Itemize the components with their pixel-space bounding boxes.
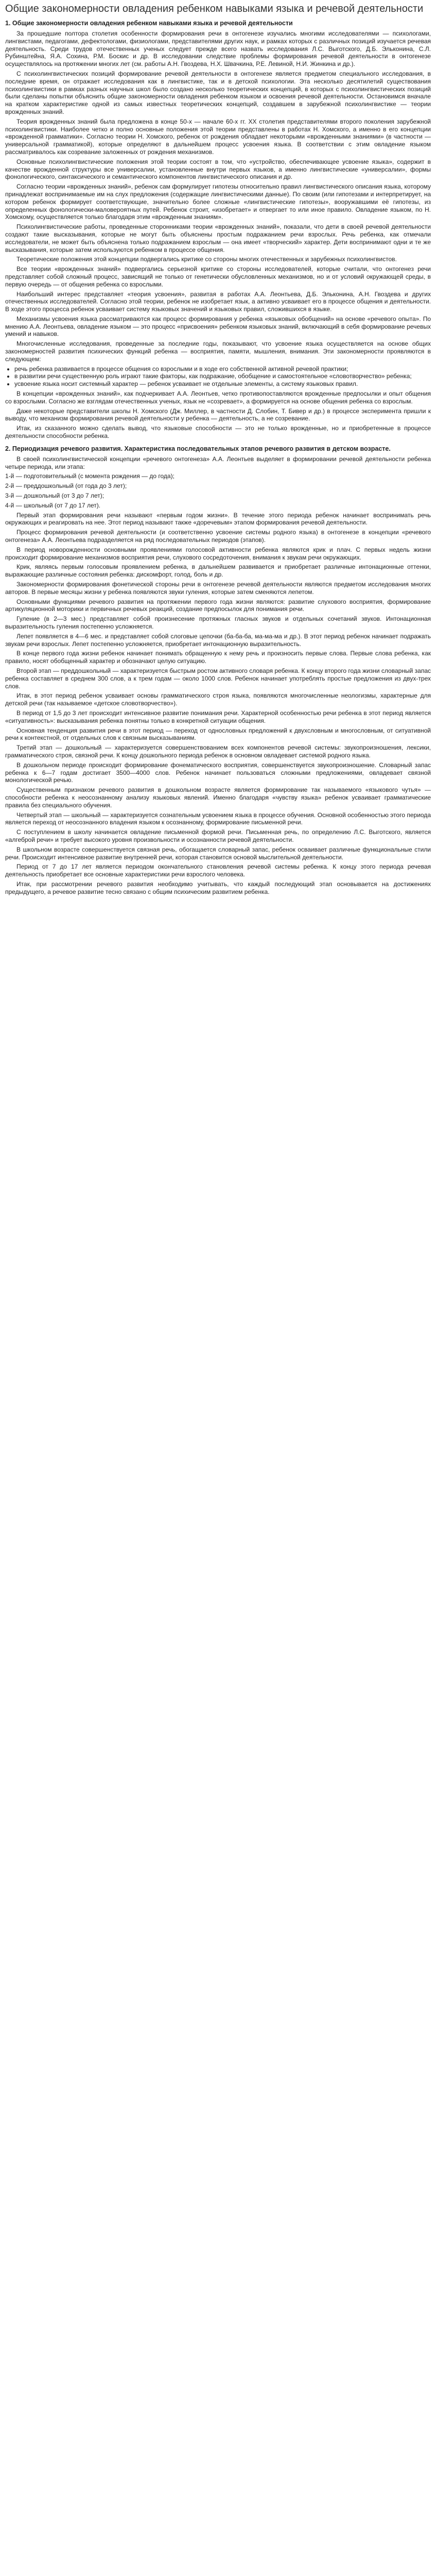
paragraph: Согласно теории «врожденных знаний», ребенок сам формулирует гипотезы относительно правил лингвистического описания языка, которому принадлежат воспринимаемые им на слух предложения (содержащие лингвистическими данные). По своим (или гипотезами и интерпретирует, на котором ребенок формирует соответствующие, значительно более сложные «лингвистические гипотезы», вооружавшими её гипотезы, из определенных фонологически-маловероятных путей. Ребенок строит, «изобретает» и отвергает то или иное правило. Овладение языком, по Н. Хомскому, осуществляется только благодаря этим «врожденным знаниям».: [5, 183, 431, 221]
section-heading-2: 2. Периодизация речевого развития. Характеристика последовательных этапов речевого развития в детском возрасте.: [5, 445, 391, 452]
section-heading-1: 1. Общие закономерности овладения ребенком навыками языка и речевой деятельности: [5, 20, 293, 27]
paragraph: Основные психолингвистические положения этой теории состоят в том, что «устройство, обеспечивающее усвоение языка», содержит в качестве врожденной структуры все универсалии, установленные внутри первых языков, а именно лингвистические «универсалии», формы фонологического, синтаксического и семантического компонентов лингвистического описания и др.: [5, 158, 431, 181]
paragraph: В период новорожденности основными проявлениями голосовой активности ребенка являются крик и плач. С первых недель жизни происходит формирование механизмов восприятия речи, слухового сосредоточения, внимания к звукам речи окружающих.: [5, 546, 431, 561]
page-title: Общие закономерности овладения ребенком навыками языка и речевой деятельности: [5, 3, 424, 14]
paragraph: Процесс формирования речевой деятельности (и соответственно усвоение системы родного языка) в онтогенезе в концепции «речевого онтогенеза» А.А. Леонтьева подразделяется на ряд последовательных периодов (этапов).: [5, 529, 431, 544]
paragraph: Первый этап формирования речи называют «первым годом жизни». В течение этого периода ребенок начинает воспринимать речь окружающих и реагировать на нее. Этот период называют также «доречевым» этапом формирования речевой деятельности.: [5, 511, 431, 527]
period-item: 4-й — школьный (от 7 до 17 лет).: [5, 501, 101, 509]
document-page: [0, 0, 436, 903]
paragraph: Четвертый этап — школьный — характеризуется сознательным усвоением языка в процессе обучения. Основной особенностью этого периода является переход от неосознанного владения языком к осознанному, формирование письменной речи.: [5, 811, 431, 826]
paragraph: Существенным признаком речевого развития в дошкольном возрасте является формирование так называемого «языкового чутья» — способности ребенка к неосознанному анализу языковых явлений. Именно благодаря «чувству языка» ребенок усваивает грамматические правила без специального обучения.: [5, 786, 431, 809]
paragraph: Итак, в этот период ребенок усваивает основы грамматического строя языка, появляются многочисленные неологизмы, характерные для детской речи (так называемое «детское словотворчество»).: [5, 692, 431, 707]
bullet-list: [5, 365, 431, 388]
paragraph: Крик, являясь первым голосовым проявлением ребенка, в дальнейшем развивается и приобретает различные интонационные оттенки, выражающие различные состояния ребенка: дискомфорт, голод, боль и др.: [5, 563, 431, 579]
period-item: 2-й — преддошкольный (от года до 3 лет);: [5, 482, 127, 490]
paragraph: Многочисленные исследования, проведенные за последние годы, показывают, что усвоение языка осуществляется на основе общих закономерностей развития психических функций ребенка — восприятия, памяти, мышления, внимания. Эти закономерности проявляются в следующем:: [5, 340, 431, 363]
paragraph: Наибольший интерес представляет «теория усвоения», развитая в работах А.А. Леонтьева, Д.Б. Эльконина, А.Н. Гвоздева и других отечественных исследователей. Согласно этой теории, ребенок не изобретает язык, а активно усваивает его в процессе общения и деятельности. В ходе этого процесса ребенок усваивает систему языковых значений и языковых правил, сложившихся в языке.: [5, 290, 431, 313]
paragraph: В конце первого года жизни ребенок начинает понимать обращенную к нему речь и произносить первые слова. Первые слова ребенка, как правило, носят обобщенный характер и обозначают целую ситуацию.: [5, 650, 431, 665]
paragraph: Основная тенденция развития речи в этот период — переход от однословных предложений к двухсловным и многословным, от ситуативной речи к контекстной, от отдельных слов к связным высказываниям.: [5, 726, 431, 742]
paragraph: Все теории «врожденных знаний» подвергались серьезной критике со стороны исследователей, которые считали, что онтогенез речи представляет собой сложный процесс, зависящий не только от генетически обусловленных механизмов, но и от условий окружающей среды, в первую очередь — от общения ребенка со взрослыми.: [5, 265, 431, 288]
paragraph: Психолингвистические работы, проведенные сторонниками теории «врожденных знаний», показали, что дети в своей речевой деятельности создают такие высказывания, которые не могут быть объяснены простым подражанием речи взрослых. Речь ребенка, как отмечали исследователи, не может быть объяснена только подражанием взрослым — она имеет «творческий» характер. Дети воспринимают одни и те же высказывания, которые затем используются ребенком в процессе общения.: [5, 223, 431, 253]
paragraph: Закономерности формирования фонетической стороны речи в онтогенезе речевой деятельности являются предметом исследования многих авторов. В первые месяцы жизни у ребенка появляются звуки гуления, которые затем сменяются лепетом.: [5, 581, 431, 596]
paragraph: Третий этап — дошкольный — характеризуется совершенствованием всех компонентов речевой системы: звукопроизношения, лексики, грамматического строя, связной речи. К концу дошкольного периода ребенок в основном овладевает системой родного языка.: [5, 744, 431, 759]
list-item: • усвоение языка носит системный характер — ребенок усваивает не отдельные элементы, а систему языковых правил.: [14, 380, 431, 388]
paragraph: В период от 1,5 до 3 лет происходит интенсивное развитие понимания речи. Характерной особенностью речи ребенка в этот период является «ситуативность»: высказывания ребенка понятны только в конкретной ситуации общения.: [5, 709, 431, 724]
paragraph: С психолингвистических позиций формирование речевой деятельности в онтогенезе является предметом специального исследования, в последние время, он отражает исследования как в лингвистике, так и в детской психологии. Эта несколько десятилетий существования психолингвистики в рамках разных научных школ было создано несколько теоретических концепций, в которых с психолингвистических позиций были сделаны попытки объяснить общие закономерности овладения ребенком языком и освоения речевой деятельности. Остановимся вначале на кратком характеристике одной из самых известных теоретических концепций, создавшем в зарубежной психолингвистике — теории врожденных знаний.: [5, 70, 431, 115]
paragraph: Основными функциями речевого развития на протяжении первого года жизни являются: развитие слухового восприятия, формирование артикуляционной моторики и первичных речевых реакций, создание предпосылок для понимания речи.: [5, 598, 431, 613]
paragraph: В школьном возрасте совершенствуется связная речь, обогащается словарный запас, ребенок осваивает различные функциональные стили речи. Происходит интенсивное развитие внутренней речи, которая становится основой мыслительной деятельности.: [5, 845, 431, 861]
paragraph: С поступлением в школу начинается овладение письменной формой речи. Письменная речь, по определению Л.С. Выготского, является «алгеброй речи» и требует высокого уровня произвольности и осознанности речевой деятельности.: [5, 828, 431, 843]
paragraph: Даже некоторые представители школы Н. Хомского (Дж. Миллер, в частности Д. Слобин, Т. Бивер и др.) в процессе эксперимента пришли к выводу, что механизм формирования речевой деятельности у ребенка — деятельность, а не созревание.: [5, 407, 431, 422]
period-item: 3-й — дошкольный (от 3 до 7 лет);: [5, 492, 104, 500]
paragraph: Второй этап — преддошкольный — характеризуется быстрым ростом активного словаря ребенка. К концу второго года жизни словарный запас ребенка составляет в среднем 300 слов, а к трем годам — около 1000 слов. Ребенок начинает употреблять простые предложения из двух-трех слов.: [5, 667, 431, 690]
paragraph: Итак, при рассмотрении речевого развития необходимо учитывать, что каждый последующий этап основывается на достижениях предыдущего, а речевое развитие тесно связано с общим психическим развитием ребенка.: [5, 880, 431, 895]
paragraph: Период от 7 до 17 лет является периодом окончательного становления речевой системы ребенка. К концу этого периода речевая деятельность приобретает все основные характеристики речи взрослого человека.: [5, 863, 431, 878]
paragraph: В своей психолингвистической концепции «речевого онтогенеза» А.А. Леонтьев выделяет в формировании речевой деятельности ребенка четыре периода, или этапа:: [5, 455, 431, 470]
period-item: 1-й — подготовительный (с момента рождения — до года);: [5, 472, 175, 480]
paragraph: Механизмы усвоения языка рассматриваются как процесс формирования у ребенка «языковых обобщений» на основе «речевого опыта». По мнению А.А. Леонтьева, овладение языком — это процесс «присвоения» ребенком языковых знаний, включающий в себя формирование речевых умений и навыков.: [5, 315, 431, 338]
paragraph: В концепции «врожденных знаний», как подчеркивает А.А. Леонтьев, четко противопоставляются врожденные предпосылки и опыт общения со взрослыми. Согласно же взглядам отечественных ученых, язык не «созревает», а формируется на основе общения ребенка со взрослым.: [5, 390, 431, 405]
paragraph: Теория врожденных знаний была предложена в конце 50-х — начале 60-х гг. XX столетия представителями второго поколения зарубежной психолингвистики. Наиболее четко и полно основные положения этой теории представлены в работах Н. Хомского, а именно в его концепции «врожденной грамматики». Согласно теории Н. Хомского, ребенок от рождения обладает некоторыми «врожденными знаниями» (в частности — универсальной грамматикой), которые определяют в дальнейшем процесс усвоения языка. В соответствии с этим овладение языком рассматривалось как созревание заложенных от рождения механизмов.: [5, 117, 431, 156]
paragraph: Лепет появляется в 4—6 мес. и представляет собой слоговые цепочки (ба-ба-ба, ма-ма-ма и др.). В этот период ребенок начинает подражать звукам речи взрослых. Лепет постепенно усложняется, приобретает интонационную выразительность.: [5, 632, 431, 648]
paragraph: В дошкольном периоде происходит формирование фонематического восприятия, совершенствуется звукопроизношение. Словарный запас ребенка к 6—7 годам достигает 3500—4000 слов. Ребенок начинает пользоваться сложными предложениями, овладевает связной монологической речью.: [5, 761, 431, 784]
paragraph: Теоретические положения этой концепции подвергались критике со стороны многих отечественных и зарубежных психолингвистов.: [16, 256, 397, 263]
paragraph: Гуление (в 2—3 мес.) представляет собой произнесение протяжных гласных звуков и отдельных сочетаний звуков. Интонационная выразительность гуления постепенно усложняется.: [5, 615, 431, 630]
paragraph: За прошедшие полтора столетия особенности формирования речи в онтогенезе изучались многими исследователями — психологами, лингвистами, педагогами, дефектологами, физиологами, представителями других наук, и рамках которых с различных позиций изучается речевая деятельность. Среди трудов отечественных ученых следует прежде всего назвать исследования Л.С. Выготского, Д.Б. Эльконина, С.Л. Рубинштейна, Я.А. Сохина, Р.М. Боскис и др. В исследовании следствие проблемы формирования речевой деятельности в онтогенезе осуществлялось на протяжении многих лет (см. работы А.Н. Гвоздева, Н.Х. Швачкина, Р.Е. Левиной, Н.И. Жинкина и др.).: [5, 30, 431, 68]
paragraph: Итак, из сказанного можно сделать вывод, что языковые способности — это не только врожденные, но и приобретенные в процессе деятельности способности ребенка.: [5, 425, 431, 440]
list-item: • речь ребенка развивается в процессе общения со взрослыми и в ходе его собственной активной речевой практики;: [14, 365, 431, 373]
list-item: • в развитии речи существенную роль играют такие факторы, как подражание, обобщение и самостоятельное «словотворчество» ребенка;: [14, 372, 431, 380]
